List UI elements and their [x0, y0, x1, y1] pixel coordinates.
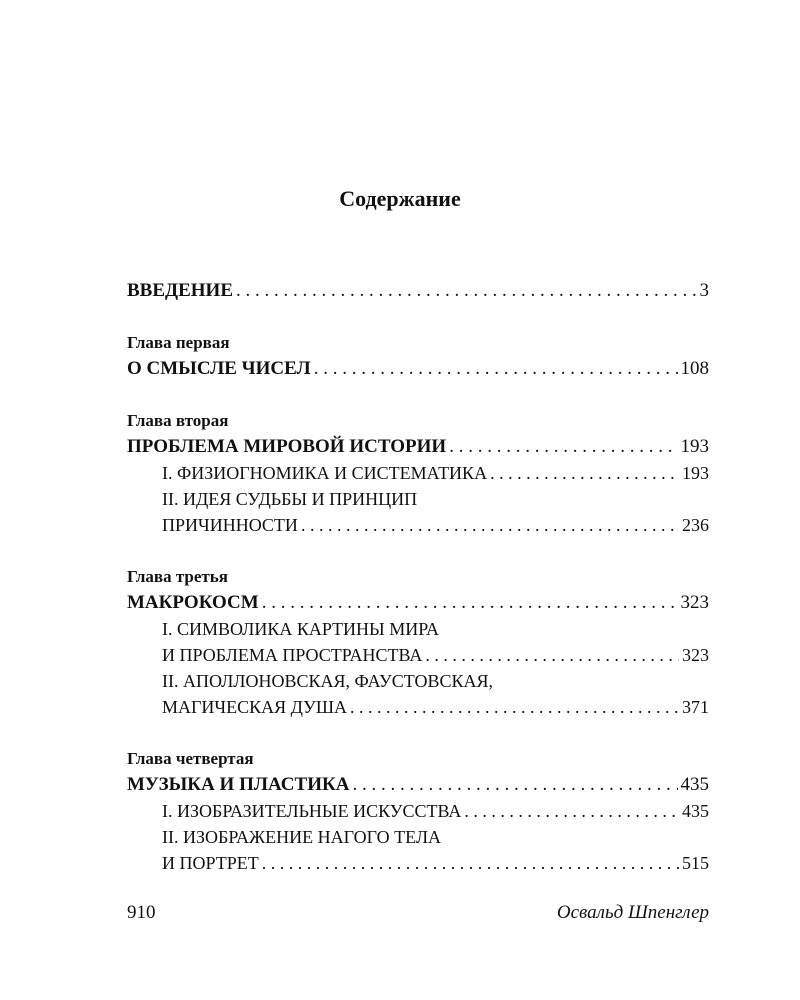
- toc-entry-section: [127, 694, 709, 720]
- toc-page-number: 323: [682, 645, 709, 665]
- toc-page-number: 515: [682, 853, 709, 873]
- toc-entry-label: МУЗЫКА И ПЛАСТИКА: [127, 774, 350, 795]
- toc-entry-label: МАКРОКОСМ: [127, 592, 259, 613]
- leader-dots: [352, 772, 677, 798]
- page-footer: [127, 902, 709, 924]
- toc-page-number: 193: [682, 463, 709, 483]
- toc-entry-chapter: [127, 590, 709, 616]
- leader-dots: [449, 434, 677, 460]
- leader-dots: [490, 460, 679, 486]
- footer-author: Освальд Шпенглер: [556, 902, 709, 923]
- toc-entry-section: [127, 460, 709, 486]
- leader-dots: [262, 850, 679, 876]
- toc-page-number: 236: [682, 515, 709, 535]
- toc-entry-chapter: [127, 772, 709, 798]
- chapter-heading: Глава четвертая: [127, 749, 254, 768]
- leader-dots: [350, 694, 679, 720]
- toc-page-number: 435: [680, 774, 709, 795]
- footer-page-number: 910: [127, 902, 156, 923]
- toc-entry-section: [127, 798, 709, 824]
- leader-dots: [301, 512, 679, 538]
- leader-dots: [314, 356, 678, 382]
- leader-dots: [262, 590, 678, 616]
- toc-entry-section: [127, 642, 709, 668]
- leader-dots: [464, 798, 679, 824]
- toc-entry-label: II. ИЗОБРАЖЕНИЕ НАГОГО ТЕЛА: [162, 827, 442, 847]
- toc-page-number: 323: [680, 592, 709, 613]
- toc-page-number: 371: [682, 697, 709, 717]
- toc-entry-label: МАГИЧЕСКАЯ ДУША: [162, 697, 348, 717]
- toc-entry-label: ПРИЧИННОСТИ: [162, 515, 298, 535]
- toc-entry-section: [127, 512, 709, 538]
- chapter-heading: Глава вторая: [127, 411, 229, 430]
- toc-entry-label: I. ФИЗИОГНОМИКА И СИСТЕМАТИКА: [162, 463, 488, 483]
- toc-entry-section: [127, 850, 709, 876]
- toc-entry-label: I. ИЗОБРАЗИТЕЛЬНЫЕ ИСКУССТВА: [162, 801, 462, 821]
- page-title: Содержание: [339, 186, 461, 211]
- toc-entry-label: О СМЫСЛЕ ЧИСЕЛ: [127, 358, 311, 379]
- toc-entry-label: II. ИДЕЯ СУДЬБЫ И ПРИНЦИП: [162, 489, 418, 509]
- chapter-heading: Глава первая: [127, 333, 230, 352]
- toc-entry-chapter: [127, 434, 709, 460]
- toc-entry-label: II. АПОЛЛОНОВСКАЯ, ФАУСТОВСКАЯ,: [162, 671, 494, 691]
- toc-entry-chapter: [127, 356, 709, 382]
- toc-entry-intro: [127, 278, 709, 304]
- toc-page-number: 3: [699, 280, 709, 301]
- toc-page-number: 435: [682, 801, 709, 821]
- chapter-heading: Глава третья: [127, 567, 228, 586]
- toc-entry-label: И ПРОБЛЕМА ПРОСТРАНСТВА: [162, 645, 423, 665]
- leader-dots: [236, 278, 697, 304]
- toc-entry-label: ПРОБЛЕМА МИРОВОЙ ИСТОРИИ: [127, 436, 447, 457]
- toc-page-number: 193: [680, 436, 709, 457]
- toc-entry-label: I. СИМВОЛИКА КАРТИНЫ МИРА: [162, 619, 439, 639]
- toc-entry-label: И ПОРТРЕТ: [162, 853, 259, 873]
- table-of-contents: [127, 278, 709, 876]
- toc-page-number: 108: [680, 358, 709, 379]
- leader-dots: [425, 642, 679, 668]
- toc-entry-label: ВВЕДЕНИЕ: [127, 280, 233, 301]
